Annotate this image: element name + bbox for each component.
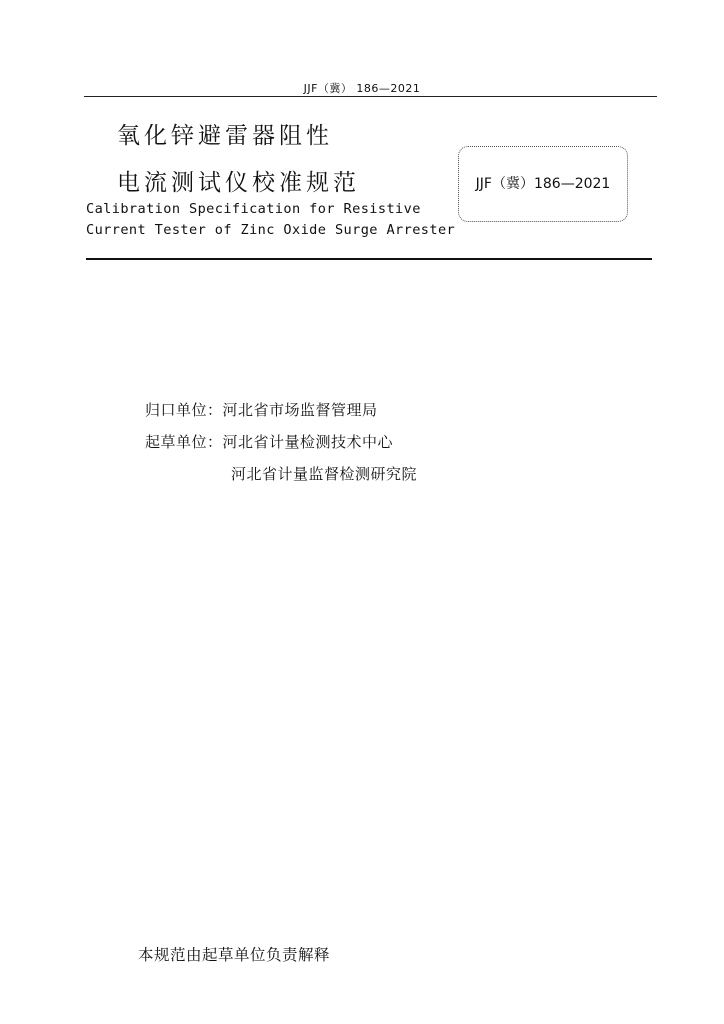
drafting-unit-row: [145, 431, 393, 452]
interpretation-note: 本规范由起草单位负责解释: [138, 946, 331, 964]
specification-code: JJF（冀）186—2021: [475, 176, 611, 192]
drafting-unit-value-2: 河北省计量监督检测研究院: [231, 465, 418, 483]
title-divider: [86, 258, 652, 260]
drafting-unit-label: 起草单位：: [145, 433, 223, 451]
title-chinese-line-1: 氧化锌避雷器阻性: [117, 123, 333, 149]
specification-code-box: [458, 146, 628, 222]
responsible-unit-value: 河北省市场监督管理局: [222, 401, 378, 419]
title-english-line-2: Current Tester of Zinc Oxide Surge Arrester: [86, 222, 456, 238]
header-divider: [84, 96, 657, 97]
title-chinese-line-2: 电流测试仪校准规范: [117, 170, 360, 196]
title-english-line-1: Calibration Specification for Resistive: [86, 201, 421, 217]
responsible-unit-row: [145, 399, 378, 420]
running-header-code: JJF（冀） 186—2021: [303, 82, 421, 95]
drafting-unit-value-1: 河北省计量检测技术中心: [222, 433, 394, 451]
responsible-unit-label: 归口单位：: [145, 401, 223, 419]
